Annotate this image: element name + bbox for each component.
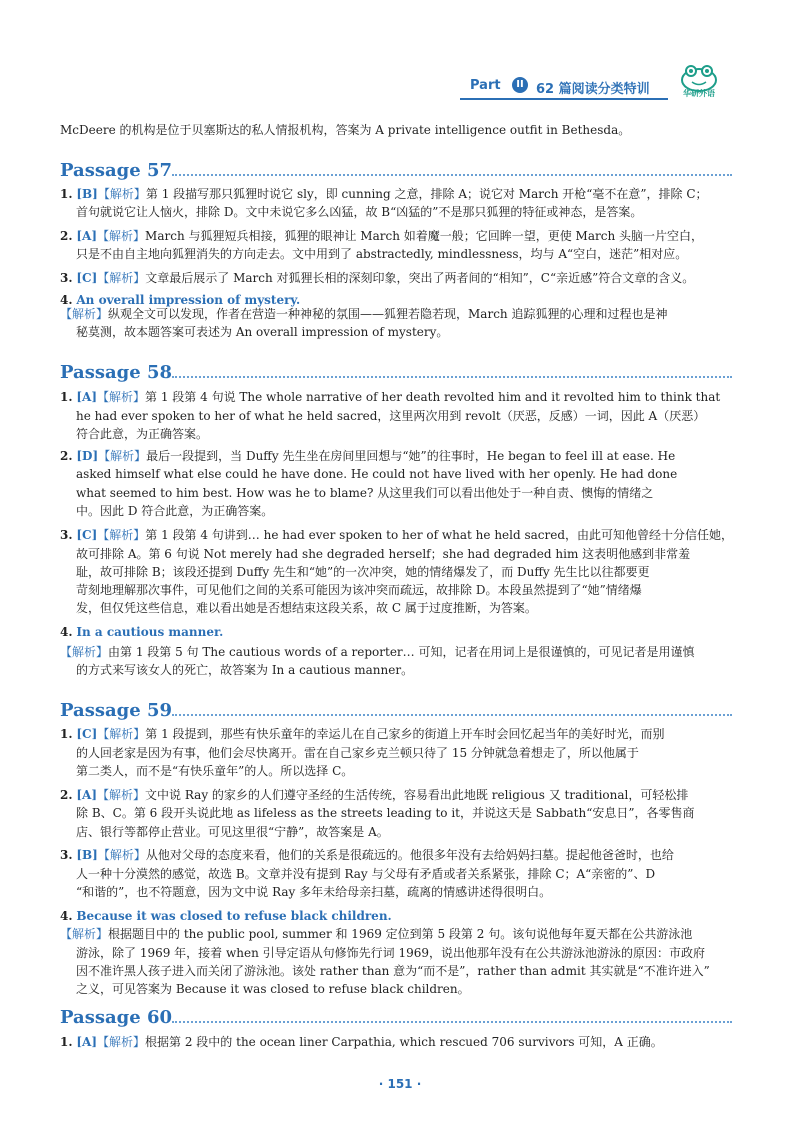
- question-number: 3.: [60, 271, 73, 285]
- line-text: 店、银行等都停止营业。可见这里很“宁静”，故答案是 A。: [76, 825, 389, 839]
- text-line: [60, 847, 742, 863]
- question-number: 3.: [60, 528, 73, 542]
- analysis-tag: 【解析】: [97, 727, 146, 741]
- analysis-tag: 【解析】: [97, 271, 146, 285]
- header-rule: [460, 98, 668, 100]
- line-text: 由第 1 段第 5 句 The cautious words of a reporter… 可知，记者在用词上是很谨慎的，可见记者是用谨慎: [108, 645, 695, 659]
- answer-choice: [C]: [76, 528, 98, 542]
- analysis-tag: 【解析】: [60, 307, 109, 321]
- line-text: 根据第 2 段中的 the ocean liner Carpathia, which rescued 706 survivors 可知，A 正确。: [145, 1035, 663, 1049]
- text-line: [76, 824, 742, 840]
- analysis-tag: 【解析】: [60, 927, 109, 941]
- dotted-rule: [172, 174, 732, 176]
- text-line: [60, 908, 742, 924]
- header-title: 62 篇阅读分类特训: [536, 82, 650, 97]
- answer-choice: [B]: [76, 187, 98, 201]
- dotted-rule: [172, 376, 732, 378]
- text-line: [60, 726, 742, 742]
- text-line: [76, 600, 742, 616]
- line-text: March 与狐狸短兵相接，狐狸的眼神让 March 如着魔一般；它回眸一望，更使 March 头脑一片空白，: [145, 229, 704, 243]
- line-text: 人一种十分漠然的感觉，故选 B。文章并没有提到 Ray 与父母有矛盾或者关系紧张，排除 C；A“亲密的”、D: [76, 867, 656, 881]
- line-text: 秘莫测，故本题答案可表述为 An overall impression of mystery。: [76, 325, 449, 339]
- text-line: [60, 787, 742, 803]
- line-text: 最后一段提到，当 Duffy 先生坐在房间里回想与“她”的往事时，He began to feel ill at ease. He: [146, 449, 676, 463]
- publisher-logo: [670, 62, 728, 104]
- text-line: [76, 546, 742, 562]
- text-line: [76, 745, 742, 761]
- answer-choice: [B]: [76, 848, 98, 862]
- line-text: 的人回老家是因为有事，他们会尽快离开。雷在自己家乡克兰顿只待了 15 分钟就急着想走了，所以他属于: [76, 746, 639, 760]
- text-line: [60, 306, 742, 322]
- question-number: 2.: [60, 449, 73, 463]
- line-text: 文章最后展示了 March 对狐狸长相的深刻印象，突出了两者间的“相知”，C“亲近感”符合文章的含义。: [145, 271, 695, 285]
- question-number: 4.: [60, 293, 73, 307]
- question-number: 4.: [60, 625, 73, 639]
- question-number: 2.: [60, 229, 73, 243]
- line-text: 苛刻地理解那次事件，可见他们之间的关系可能因为该冲突而疏远，故排除 D。本段虽然提到了“她”情绪爆: [76, 583, 642, 597]
- text-line: [76, 426, 742, 442]
- line-text: 第二类人，而不是“有快乐童年”的人。所以选择 C。: [76, 764, 354, 778]
- analysis-tag: 【解析】: [60, 645, 109, 659]
- question-number: 1.: [60, 727, 73, 741]
- answer-choice: [A]: [76, 1035, 98, 1049]
- logo-text: 华研外语: [683, 89, 715, 98]
- text-line: [76, 485, 742, 501]
- line-text: 根据题目中的 the public pool, summer 和 1969 定位到第 5 段第 2 句。该句说他每年夏天都在公共游泳池: [108, 927, 693, 941]
- line-text: 从他对父母的态度来看，他们的关系是很疏远的。他很多年没有去给妈妈扫墓。提起他爸爸时，也给: [145, 848, 674, 862]
- line-text: 第 1 段第 4 句说 The whole narrative of her death revolted him and it revolted him to think that: [145, 390, 721, 404]
- answer-text: In a cautious manner.: [76, 625, 224, 639]
- part-number-badge: II: [512, 77, 528, 93]
- passage-heading: [60, 700, 700, 724]
- text-line: [60, 1034, 742, 1050]
- line-text: 除 B、C。第 6 段开头说此地 as lifeless as the streets leading to it，并说这天是 Sabbath“安息日”，各零售商: [76, 806, 695, 820]
- text-line: [60, 448, 742, 464]
- text-line: [60, 624, 742, 640]
- text-line: [60, 527, 742, 543]
- answer-choice: [D]: [76, 449, 99, 463]
- answer-choice: [A]: [76, 390, 98, 404]
- analysis-tag: 【解析】: [98, 449, 147, 463]
- page-number: · 151 ·: [378, 1077, 422, 1091]
- passage-heading: [60, 362, 700, 386]
- line-text: 发，但仅凭这些信息，难以看出她是否想结束这段关系，故 C 属于过度推断，为答案。: [76, 601, 537, 615]
- text-line: [76, 408, 742, 424]
- answer-text: Because it was closed to refuse black children.: [76, 909, 392, 923]
- answer-choice: [A]: [76, 229, 98, 243]
- text-line: [60, 644, 742, 660]
- dotted-rule: [172, 714, 732, 716]
- line-text: 纵观全文可以发现，作者在营造一种神秘的氛围——狐狸若隐若现，March 追踪狐狸的心理和过程也是神: [108, 307, 668, 321]
- passage-title: Passage 57: [60, 160, 172, 181]
- question-number: 3.: [60, 848, 73, 862]
- line-text: 只是不由自主地向狐狸消失的方向走去。文中用到了 abstractedly, mindlessness，均与 A“空白，迷茫”相对应。: [76, 247, 688, 261]
- text-line: [76, 503, 742, 519]
- text-line: [76, 763, 742, 779]
- text-line: [76, 662, 742, 678]
- line-text: asked himself what else could he have done. He could not have lived with her openly. He had done: [76, 467, 678, 481]
- text-line: [76, 246, 742, 262]
- analysis-tag: 【解析】: [97, 390, 146, 404]
- passage-title: Passage 58: [60, 362, 172, 383]
- intro-line: McDeere 的机构是位于贝塞斯达的私人情报机构，答案为 A private intelligence outfit in Bethesda。: [60, 123, 631, 137]
- text-line: [76, 466, 742, 482]
- analysis-tag: 【解析】: [97, 528, 146, 542]
- passage-heading: [60, 1007, 700, 1031]
- passage-title: Passage 60: [60, 1007, 172, 1028]
- answer-choice: [C]: [76, 271, 98, 285]
- passage-heading: [60, 160, 700, 184]
- line-text: 符合此意，为正确答案。: [76, 427, 209, 441]
- line-text: 第 1 段提到，那些有快乐童年的幸运儿在自己家乡的街道上开车时会回忆起当年的美好时光，而别: [145, 727, 665, 741]
- line-text: 第 1 段描写那只狐狸时说它 sly，即 cunning 之意，排除 A；说它对 March 开枪“毫不在意”，排除 C；: [145, 187, 708, 201]
- question-number: 2.: [60, 788, 73, 802]
- line-text: 中。因此 D 符合此意，为正确答案。: [76, 504, 274, 518]
- line-text: 首句就说它让人恼火，排除 D。文中未说它多么凶猛，故 B“凶猛的”不是那只狐狸的特征或神态，是答案。: [76, 205, 643, 219]
- answer-choice: [A]: [76, 788, 98, 802]
- answer-text: An overall impression of mystery.: [76, 293, 301, 307]
- text-line: [76, 963, 742, 979]
- text-line: [60, 270, 742, 286]
- text-line: [76, 204, 742, 220]
- text-line: [76, 945, 742, 961]
- question-number: 4.: [60, 909, 73, 923]
- analysis-tag: 【解析】: [97, 187, 146, 201]
- question-number: 1.: [60, 187, 73, 201]
- text-line: [60, 926, 742, 942]
- line-text: 文中说 Ray 的家乡的人们遵守圣经的生活传统，容易看出此地既 religious 又 traditional，可轻松排: [145, 788, 689, 802]
- answer-choice: [C]: [76, 727, 98, 741]
- line-text: what seemed to him best. How was he to blame? 从这里我们可以看出他处于一种自责、懊悔的情绪之: [76, 486, 654, 500]
- analysis-tag: 【解析】: [97, 848, 146, 862]
- text-line: [76, 324, 742, 340]
- text-line: [60, 389, 742, 405]
- text-line: [76, 866, 742, 882]
- text-line: [76, 582, 742, 598]
- analysis-tag: 【解析】: [97, 229, 146, 243]
- analysis-tag: 【解析】: [97, 788, 146, 802]
- line-text: he had ever spoken to her of what he held sacred，这里两次用到 revolt（厌恶，反感）一词，因此 A（厌恶）: [76, 409, 706, 423]
- text-line: [76, 805, 742, 821]
- text-line: [76, 884, 742, 900]
- analysis-tag: 【解析】: [97, 1035, 146, 1049]
- line-text: 因不准许黑人孩子进入而关闭了游泳池。该处 rather than 意为“而不是”，rather than admit 其实就是“不准许进入”: [76, 964, 710, 978]
- line-text: 的方式来写该女人的死亡，故答案为 In a cautious manner。: [76, 663, 414, 677]
- passage-title: Passage 59: [60, 700, 172, 721]
- text-line: [60, 228, 742, 244]
- part-label: Part: [470, 78, 501, 93]
- line-text: 第 1 段第 4 句讲到… he had ever spoken to her of what he held sacred，由此可知他曾经十分信任她，: [145, 528, 734, 542]
- line-text: 之义，可见答案为 Because it was closed to refuse black children。: [76, 982, 470, 996]
- line-text: 故可排除 A。第 6 句说 Not merely had she degraded herself；she had degraded him 这表明他感到非常羞: [76, 547, 691, 561]
- text-line: [60, 186, 742, 202]
- text-line: [76, 564, 742, 580]
- line-text: 游泳，除了 1969 年，接着 when 引导定语从句修饰先行词 1969，说出他那年没有在公共游泳池游泳的原因：市政府: [76, 946, 705, 960]
- question-number: 1.: [60, 390, 73, 404]
- question-number: 1.: [60, 1035, 73, 1049]
- text-line: [76, 981, 742, 997]
- line-text: “和谐的”，也不符题意，因为文中说 Ray 多年未给母亲扫墓，疏离的情感讲述得很明白。: [76, 885, 552, 899]
- line-text: 耻，故可排除 B；该段还提到 Duffy 先生和“她”的一次冲突，她的情绪爆发了，而 Duffy 先生比以往都要更: [76, 565, 650, 579]
- dotted-rule: [172, 1021, 732, 1023]
